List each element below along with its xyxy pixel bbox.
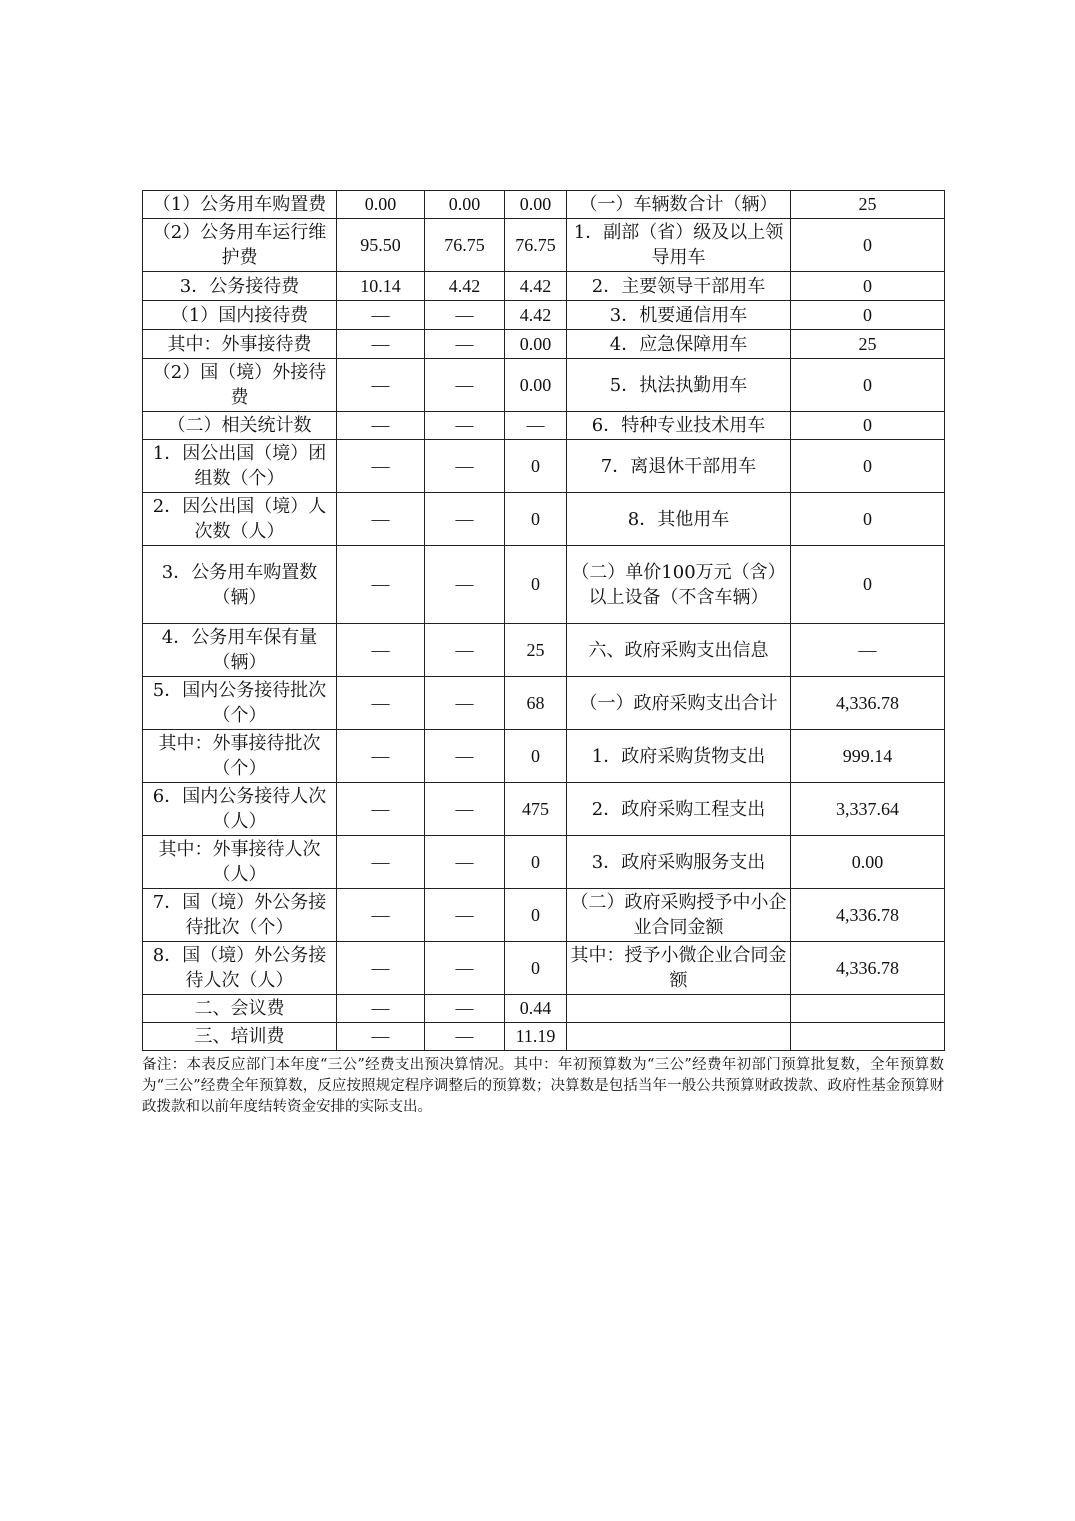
- item-name-cell: 7．国（境）外公务接待批次（个）: [143, 889, 337, 942]
- final-account-cell: 0: [505, 889, 567, 942]
- full-year-budget-cell: —: [425, 730, 505, 783]
- final-account-cell: 76.75: [505, 219, 567, 272]
- stat-item-name-cell: 2．政府采购工程支出: [567, 783, 791, 836]
- table-row: [143, 730, 945, 783]
- stat-value-cell: 4,336.78: [791, 889, 945, 942]
- final-account-cell: 475: [505, 783, 567, 836]
- initial-budget-cell: —: [337, 624, 425, 677]
- full-year-budget-cell: —: [425, 783, 505, 836]
- footnote: 备注：本表反应部门本年度“三公”经费支出预决算情况。其中：年初预算数为“三公”经费年初部门预算批复数，全年预算数为“三公”经费全年预算数，反应按照规定程序调整后的预算数；决算数是包括当年一般公共预算财政拨款、政府性基金预算财政拨款和以前年度结转资金安排的实际支出。: [142, 1057, 944, 1115]
- item-name-cell: 3．公务接待费: [143, 272, 337, 301]
- final-account-cell: 0.00: [505, 359, 567, 412]
- initial-budget-cell: —: [337, 1023, 425, 1051]
- stat-value-cell: 0: [791, 359, 945, 412]
- initial-budget-cell: —: [337, 889, 425, 942]
- table-row: [143, 942, 945, 995]
- table-row: [143, 677, 945, 730]
- table-row: [143, 440, 945, 493]
- full-year-budget-cell: —: [425, 440, 505, 493]
- stat-value-cell: 999.14: [791, 730, 945, 783]
- final-account-cell: 68: [505, 677, 567, 730]
- table-row: [143, 301, 945, 330]
- stat-item-name-cell: 其中：授予小微企业合同金额: [567, 942, 791, 995]
- stat-item-name-cell: 4．应急保障用车: [567, 330, 791, 359]
- initial-budget-cell: —: [337, 730, 425, 783]
- stat-value-cell: 0: [791, 301, 945, 330]
- stat-item-name-cell: [567, 995, 791, 1023]
- table-row: [143, 191, 945, 219]
- table-row: [143, 889, 945, 942]
- stat-item-name-cell: （二）政府采购授予中小企业合同金额: [567, 889, 791, 942]
- budget-document: [142, 190, 944, 1118]
- full-year-budget-cell: —: [425, 624, 505, 677]
- item-name-cell: 4．公务用车保有量（辆）: [143, 624, 337, 677]
- table-row: [143, 272, 945, 301]
- item-name-cell: （二）相关统计数: [143, 412, 337, 440]
- stat-item-name-cell: 8．其他用车: [567, 493, 791, 546]
- initial-budget-cell: —: [337, 783, 425, 836]
- table-row: [143, 783, 945, 836]
- stat-item-name-cell: （一）政府采购支出合计: [567, 677, 791, 730]
- stat-value-cell: 0.00: [791, 836, 945, 889]
- table-row: [143, 836, 945, 889]
- final-account-cell: 4.42: [505, 272, 567, 301]
- table-body: [143, 191, 945, 1051]
- final-account-cell: 0: [505, 730, 567, 783]
- item-name-cell: 6．国内公务接待人次（人）: [143, 783, 337, 836]
- stat-value-cell: 0: [791, 219, 945, 272]
- full-year-budget-cell: —: [425, 412, 505, 440]
- full-year-budget-cell: —: [425, 942, 505, 995]
- final-account-cell: 4.42: [505, 301, 567, 330]
- stat-item-name-cell: （一）车辆数合计（辆）: [567, 191, 791, 219]
- stat-value-cell: 25: [791, 191, 945, 219]
- full-year-budget-cell: —: [425, 301, 505, 330]
- stat-value-cell: 0: [791, 493, 945, 546]
- item-name-cell: 3．公务用车购置数（辆）: [143, 546, 337, 624]
- stat-value-cell: 0: [791, 272, 945, 301]
- stat-value-cell: [791, 995, 945, 1023]
- item-name-cell: 5．国内公务接待批次（个）: [143, 677, 337, 730]
- stat-value-cell: [791, 1023, 945, 1051]
- stat-value-cell: 4,336.78: [791, 942, 945, 995]
- stat-value-cell: 0: [791, 412, 945, 440]
- item-name-cell: （1）国内接待费: [143, 301, 337, 330]
- stat-value-cell: 3,337.64: [791, 783, 945, 836]
- item-name-cell: （1）公务用车购置费: [143, 191, 337, 219]
- table-row: [143, 1023, 945, 1051]
- item-name-cell: 2．因公出国（境）人次数（人）: [143, 493, 337, 546]
- final-account-cell: 0: [505, 942, 567, 995]
- initial-budget-cell: —: [337, 546, 425, 624]
- stat-value-cell: 0: [791, 546, 945, 624]
- full-year-budget-cell: 76.75: [425, 219, 505, 272]
- stat-value-cell: 25: [791, 330, 945, 359]
- stat-item-name-cell: 3．机要通信用车: [567, 301, 791, 330]
- item-name-cell: （2）公务用车运行维护费: [143, 219, 337, 272]
- initial-budget-cell: —: [337, 440, 425, 493]
- initial-budget-cell: —: [337, 836, 425, 889]
- table-row: [143, 546, 945, 624]
- final-account-cell: 0.00: [505, 191, 567, 219]
- final-account-cell: —: [505, 412, 567, 440]
- initial-budget-cell: 95.50: [337, 219, 425, 272]
- table-row: [143, 624, 945, 677]
- stat-item-name-cell: [567, 1023, 791, 1051]
- full-year-budget-cell: —: [425, 546, 505, 624]
- table-row: [143, 412, 945, 440]
- three-public-expenses-table: [142, 190, 945, 1051]
- full-year-budget-cell: —: [425, 677, 505, 730]
- item-name-cell: 二、会议费: [143, 995, 337, 1023]
- final-account-cell: 0: [505, 440, 567, 493]
- full-year-budget-cell: —: [425, 1023, 505, 1051]
- full-year-budget-cell: 4.42: [425, 272, 505, 301]
- initial-budget-cell: —: [337, 412, 425, 440]
- stat-item-name-cell: 5．执法执勤用车: [567, 359, 791, 412]
- final-account-cell: 0.44: [505, 995, 567, 1023]
- initial-budget-cell: —: [337, 301, 425, 330]
- full-year-budget-cell: —: [425, 359, 505, 412]
- item-name-cell: 8．国（境）外公务接待人次（人）: [143, 942, 337, 995]
- item-name-cell: （2）国（境）外接待费: [143, 359, 337, 412]
- stat-item-name-cell: 1．政府采购货物支出: [567, 730, 791, 783]
- stat-value-cell: 0: [791, 440, 945, 493]
- full-year-budget-cell: —: [425, 330, 505, 359]
- item-name-cell: 其中：外事接待批次（个）: [143, 730, 337, 783]
- initial-budget-cell: 10.14: [337, 272, 425, 301]
- table-row: [143, 330, 945, 359]
- final-account-cell: 0: [505, 493, 567, 546]
- initial-budget-cell: —: [337, 942, 425, 995]
- initial-budget-cell: —: [337, 493, 425, 546]
- table-row: [143, 219, 945, 272]
- stat-item-name-cell: 1．副部（省）级及以上领导用车: [567, 219, 791, 272]
- table-row: [143, 359, 945, 412]
- initial-budget-cell: 0.00: [337, 191, 425, 219]
- stat-item-name-cell: 6．特种专业技术用车: [567, 412, 791, 440]
- stat-item-name-cell: （二）单价100万元（含）以上设备（不含车辆）: [567, 546, 791, 624]
- stat-item-name-cell: 7．离退休干部用车: [567, 440, 791, 493]
- initial-budget-cell: —: [337, 359, 425, 412]
- table-row: [143, 995, 945, 1023]
- full-year-budget-cell: 0.00: [425, 191, 505, 219]
- full-year-budget-cell: —: [425, 836, 505, 889]
- stat-value-cell: 4,336.78: [791, 677, 945, 730]
- full-year-budget-cell: —: [425, 995, 505, 1023]
- final-account-cell: 25: [505, 624, 567, 677]
- item-name-cell: 1．因公出国（境）团组数（个）: [143, 440, 337, 493]
- stat-item-name-cell: 2．主要领导干部用车: [567, 272, 791, 301]
- stat-value-cell: —: [791, 624, 945, 677]
- initial-budget-cell: —: [337, 330, 425, 359]
- full-year-budget-cell: —: [425, 889, 505, 942]
- stat-item-name-cell: 3．政府采购服务支出: [567, 836, 791, 889]
- item-name-cell: 三、培训费: [143, 1023, 337, 1051]
- item-name-cell: 其中：外事接待费: [143, 330, 337, 359]
- table-row: [143, 493, 945, 546]
- final-account-cell: 0.00: [505, 330, 567, 359]
- stat-item-name-cell: 六、政府采购支出信息: [567, 624, 791, 677]
- full-year-budget-cell: —: [425, 493, 505, 546]
- final-account-cell: 0: [505, 836, 567, 889]
- final-account-cell: 0: [505, 546, 567, 624]
- item-name-cell: 其中：外事接待人次（人）: [143, 836, 337, 889]
- initial-budget-cell: —: [337, 677, 425, 730]
- initial-budget-cell: —: [337, 995, 425, 1023]
- final-account-cell: 11.19: [505, 1023, 567, 1051]
